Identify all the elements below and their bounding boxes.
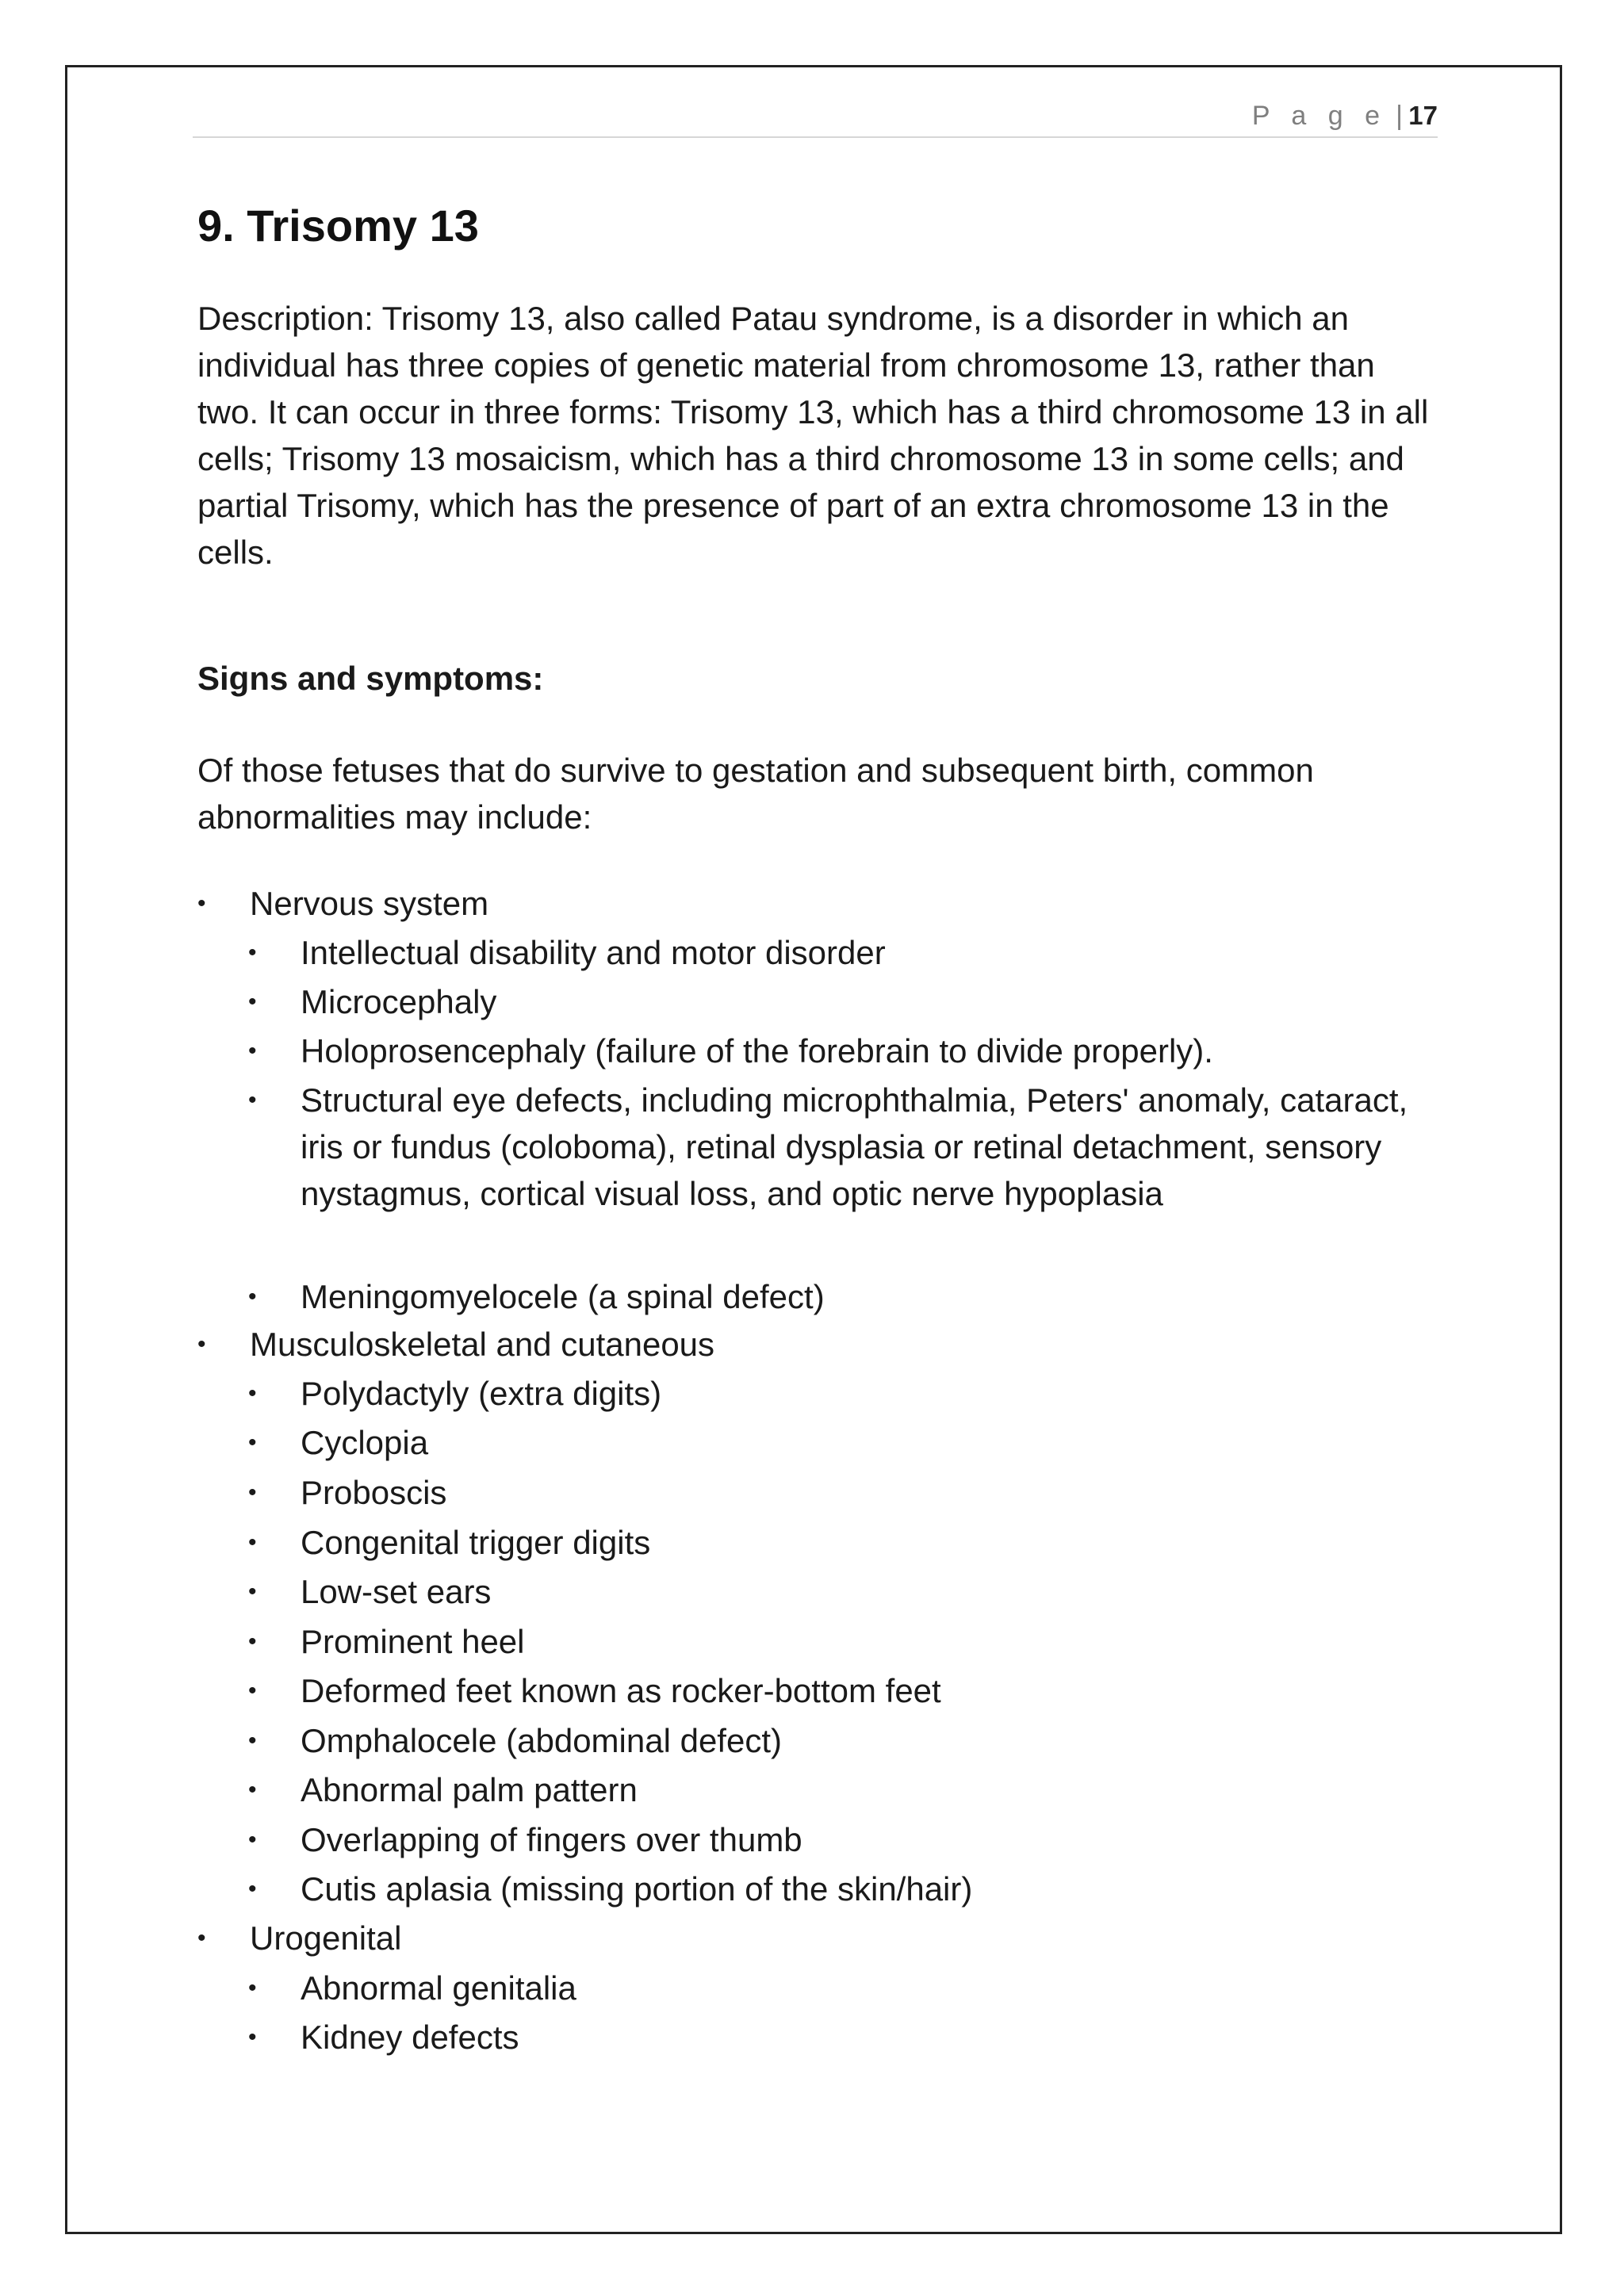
bullet-icon: • bbox=[248, 2024, 257, 2050]
bullet-icon: • bbox=[248, 1678, 257, 1704]
section-title: 9. Trisomy 13 bbox=[197, 201, 479, 251]
page-number: 17 bbox=[1408, 101, 1438, 130]
bullet-icon: • bbox=[248, 989, 257, 1015]
list-item-text: Abnormal palm pattern bbox=[301, 1771, 638, 1808]
bullet-icon: • bbox=[197, 1331, 206, 1357]
bullet-icon: • bbox=[248, 1429, 257, 1456]
list-item-text: Overlapping of fingers over thumb bbox=[301, 1821, 802, 1858]
bullet-icon: • bbox=[248, 1628, 257, 1655]
list-item-text: Meningomyelocele (a spinal defect) bbox=[301, 1278, 825, 1315]
list-item-text: Microcephaly bbox=[301, 983, 497, 1020]
bullet-icon: • bbox=[197, 890, 206, 916]
list-item-text: Polydactyly (extra digits) bbox=[301, 1375, 662, 1412]
list-item-text: Abnormal genitalia bbox=[301, 1969, 576, 2007]
bullet-icon: • bbox=[248, 1284, 257, 1310]
bullet-icon: • bbox=[248, 1578, 257, 1605]
bullet-icon: • bbox=[248, 1876, 257, 1902]
list-item-text: Intellectual disability and motor disorder bbox=[301, 934, 886, 971]
group-label: Urogenital bbox=[250, 1919, 402, 1957]
bullet-icon: • bbox=[197, 1925, 206, 1951]
list-item-text: Kidney defects bbox=[301, 2019, 519, 2056]
intro-paragraph: Of those fetuses that do survive to gestation and subsequent birth, common abnormalities may include: bbox=[197, 752, 1314, 836]
page-label: P a g e bbox=[1251, 101, 1387, 131]
bullet-icon: • bbox=[248, 1380, 257, 1406]
list-item-text: Cutis aplasia (missing portion of the skin/hair) bbox=[301, 1870, 973, 1908]
group-label: Musculoskeletal and cutaneous bbox=[250, 1326, 715, 1363]
list-item-text: Congenital trigger digits bbox=[301, 1524, 651, 1561]
list-item-text: Cyclopia bbox=[301, 1424, 429, 1461]
list-item-text: Holoprosencephaly (failure of the forebrain to divide properly). bbox=[301, 1032, 1213, 1070]
list-item-text: Structural eye defects, including microphthalmia, Peters' anomaly, cataract, iris or fundus (coloboma), retinal dysplasia or retinal detachment, sensory nystagmus, cortical visual loss, and optic nerve hypoplasia bbox=[301, 1081, 1408, 1212]
description-paragraph: Description: Trisomy 13, also called Patau syndrome, is a disorder in which an individual has three copies of genetic material from chromosome 13, rather than two. It can occur in three forms: Trisomy 13, which has a third chromosome 13 in all cells; Trisomy 13 mosaicism, which has a third chromosome 13 in some cells; and partial Trisomy, which has the presence of part of an extra chromosome 13 in the cells. bbox=[197, 300, 1429, 571]
list-item-text: Deformed feet known as rocker-bottom feet bbox=[301, 1672, 941, 1709]
bullet-icon: • bbox=[248, 1827, 257, 1853]
bullet-icon: • bbox=[248, 1975, 257, 2001]
page-separator: | bbox=[1396, 101, 1403, 131]
bullet-icon: • bbox=[248, 1728, 257, 1754]
signs-heading: Signs and symptoms: bbox=[197, 660, 544, 697]
bullet-icon: • bbox=[248, 1777, 257, 1803]
list-item-text: Prominent heel bbox=[301, 1623, 525, 1660]
bullet-icon: • bbox=[248, 1529, 257, 1556]
group-label: Nervous system bbox=[250, 885, 489, 922]
list-item-text: Omphalocele (abdominal defect) bbox=[301, 1722, 782, 1759]
bullet-icon: • bbox=[248, 1479, 257, 1506]
bullet-icon: • bbox=[248, 1038, 257, 1064]
bullet-icon: • bbox=[248, 939, 257, 966]
list-item-text: Low-set ears bbox=[301, 1573, 492, 1610]
page-header bbox=[193, 95, 1438, 138]
bullet-icon: • bbox=[248, 1087, 257, 1113]
list-item-text: Proboscis bbox=[301, 1474, 447, 1511]
